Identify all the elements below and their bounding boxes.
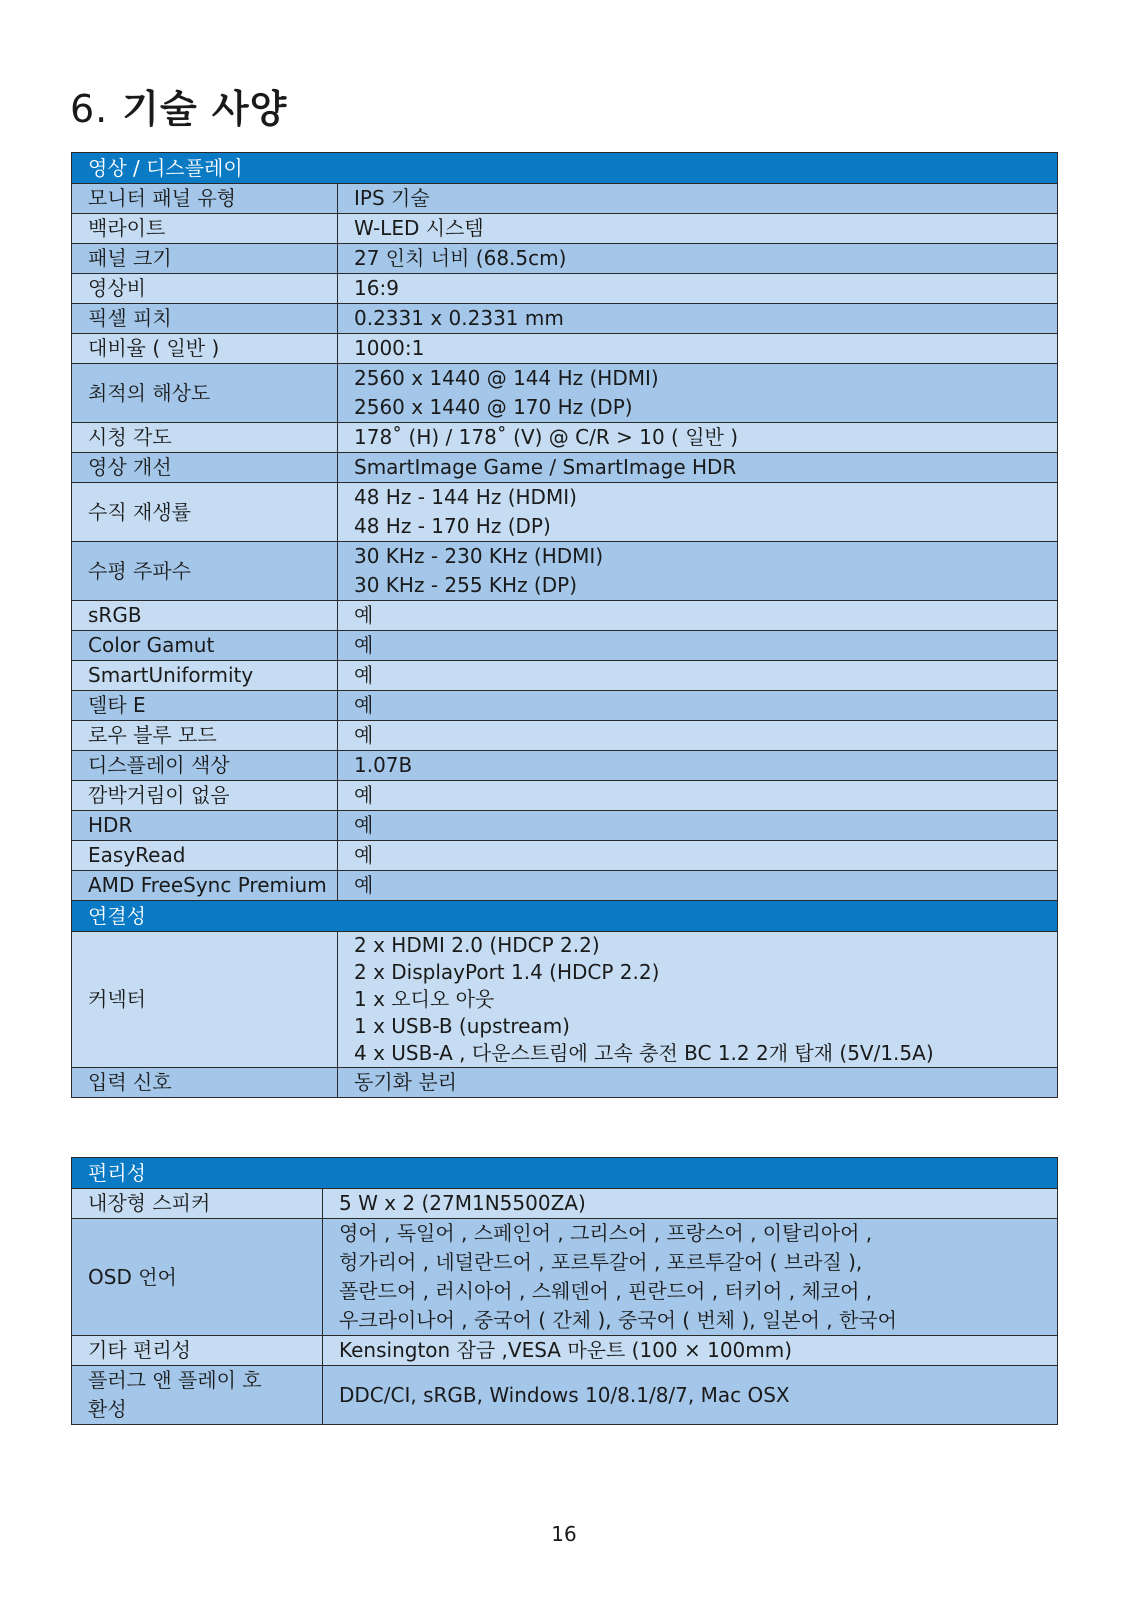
row-value: 예 [338, 661, 1058, 691]
section-header-connectivity: 연결성 [72, 901, 1058, 932]
page-number: 16 [551, 1522, 577, 1546]
spec-table-convenience [71, 1157, 1058, 1425]
section-title: 기술 사양 [122, 87, 288, 131]
table-row [72, 751, 1058, 781]
table-row [72, 1366, 1058, 1425]
row-value: 예 [338, 601, 1058, 631]
row-label: 모니터 패널 유형 [72, 184, 338, 214]
row-value: 예 [338, 841, 1058, 871]
table-row [72, 214, 1058, 244]
value-line: 우크라이나어 , 중국어 ( 간체 ), 중국어 ( 번체 ), 일본어 , 한국어 [339, 1308, 897, 1332]
row-label: 영상 개선 [72, 453, 338, 483]
row-value: 동기화 분리 [338, 1068, 1058, 1098]
value-line: 1 x 오디오 아웃 [354, 987, 495, 1011]
row-label: EasyRead [72, 841, 338, 871]
row-label: 수직 재생률 [72, 483, 338, 542]
row-label: HDR [72, 811, 338, 841]
table-row [72, 274, 1058, 304]
row-value: 5 W x 2 (27M1N5500ZA) [323, 1189, 1058, 1219]
value-line: 2 x DisplayPort 1.4 (HDCP 2.2) [354, 960, 660, 984]
value-line: 1 x USB-B (upstream) [354, 1014, 570, 1038]
section-header-row [72, 901, 1058, 932]
row-label: 로우 블루 모드 [72, 721, 338, 751]
row-label: OSD 언어 [72, 1219, 323, 1336]
table-row [72, 1219, 1058, 1336]
table-row [72, 781, 1058, 811]
row-label: 수평 주파수 [72, 542, 338, 601]
row-label: Color Gamut [72, 631, 338, 661]
value-line: 2560 x 1440 @ 170 Hz (DP) [354, 395, 633, 419]
row-label: 기타 편리성 [72, 1336, 323, 1366]
row-value [338, 364, 1058, 423]
section-number: 6. [70, 87, 109, 131]
value-line: 48 Hz - 144 Hz (HDMI) [354, 485, 577, 509]
value-line: 폴란드어 , 러시아어 , 스웨덴어 , 핀란드어 , 터키어 , 체코어 , [339, 1279, 873, 1303]
row-value: W-LED 시스템 [338, 214, 1058, 244]
value-line: 30 KHz - 255 KHz (DP) [354, 573, 577, 597]
row-label: AMD FreeSync Premium [72, 871, 338, 901]
value-line: 4 x USB-A , 다운스트림에 고속 충전 BC 1.2 2개 탑재 (5V/1.5A) [354, 1041, 934, 1065]
row-value: SmartImage Game / SmartImage HDR [338, 453, 1058, 483]
row-value: Kensington 잠금 ,VESA 마운트 (100 × 100mm) [323, 1336, 1058, 1366]
table-row [72, 1336, 1058, 1366]
row-value: 예 [338, 781, 1058, 811]
section-header-row [72, 153, 1058, 184]
table-row [72, 304, 1058, 334]
row-value: 16:9 [338, 274, 1058, 304]
row-value: 1.07B [338, 751, 1058, 781]
row-label: 영상비 [72, 274, 338, 304]
table-row [72, 1068, 1058, 1098]
table-row [72, 691, 1058, 721]
row-value: 178˚ (H) / 178˚ (V) @ C/R > 10 ( 일반 ) [338, 423, 1058, 453]
table-row [72, 1189, 1058, 1219]
row-value: 27 인치 너비 (68.5cm) [338, 244, 1058, 274]
table-row [72, 661, 1058, 691]
row-label: 백라이트 [72, 214, 338, 244]
row-label: 커넥터 [72, 932, 338, 1068]
section-header-row [72, 1158, 1058, 1189]
row-label: 내장형 스피커 [72, 1189, 323, 1219]
row-value: 1000:1 [338, 334, 1058, 364]
table-row [72, 542, 1058, 601]
row-label: 입력 신호 [72, 1068, 338, 1098]
value-line: 영어 , 독일어 , 스페인어 , 그리스어 , 프랑스어 , 이탈리아어 , [339, 1221, 873, 1245]
table-row [72, 811, 1058, 841]
table-row [72, 184, 1058, 214]
row-value: DDC/CI, sRGB, Windows 10/8.1/8/7, Mac OSX [323, 1366, 1058, 1425]
row-label: 델타 E [72, 691, 338, 721]
row-label: 픽셀 피치 [72, 304, 338, 334]
table-row [72, 483, 1058, 542]
row-value [323, 1219, 1058, 1336]
row-value [338, 542, 1058, 601]
value-line: 헝가리어 , 네덜란드어 , 포르투갈어 , 포르투갈어 ( 브라질 ), [339, 1250, 863, 1274]
row-label: SmartUniformity [72, 661, 338, 691]
table-row [72, 453, 1058, 483]
value-line: 48 Hz - 170 Hz (DP) [354, 514, 551, 538]
table-row [72, 601, 1058, 631]
row-label [72, 1366, 323, 1425]
value-line: 30 KHz - 230 KHz (HDMI) [354, 544, 604, 568]
page-title [70, 78, 287, 133]
spec-table-display-connectivity [71, 152, 1058, 1098]
value-line: 2560 x 1440 @ 144 Hz (HDMI) [354, 366, 659, 390]
row-value: 예 [338, 721, 1058, 751]
table-row [72, 841, 1058, 871]
table-row [72, 244, 1058, 274]
row-label: 디스플레이 색상 [72, 751, 338, 781]
label-line: 플러그 앤 플레이 호 [88, 1368, 262, 1392]
table-row [72, 423, 1058, 453]
label-line: 환성 [88, 1397, 127, 1421]
row-label: 패널 크기 [72, 244, 338, 274]
row-label: sRGB [72, 601, 338, 631]
value-line: 2 x HDMI 2.0 (HDCP 2.2) [354, 933, 600, 957]
row-value: 예 [338, 691, 1058, 721]
section-header-display: 영상 / 디스플레이 [72, 153, 1058, 184]
row-label: 최적의 해상도 [72, 364, 338, 423]
table-row [72, 932, 1058, 1068]
row-value: IPS 기술 [338, 184, 1058, 214]
row-value: 예 [338, 631, 1058, 661]
row-value [338, 483, 1058, 542]
row-value: 예 [338, 871, 1058, 901]
table-row [72, 721, 1058, 751]
row-value [338, 932, 1058, 1068]
section-header-convenience: 편리성 [72, 1158, 1058, 1189]
row-value: 예 [338, 811, 1058, 841]
row-label: 대비율 ( 일반 ) [72, 334, 338, 364]
table-row [72, 871, 1058, 901]
row-value: 0.2331 x 0.2331 mm [338, 304, 1058, 334]
row-label: 시청 각도 [72, 423, 338, 453]
row-label: 깜박거림이 없음 [72, 781, 338, 811]
table-row [72, 364, 1058, 423]
table-row [72, 631, 1058, 661]
table-row [72, 334, 1058, 364]
